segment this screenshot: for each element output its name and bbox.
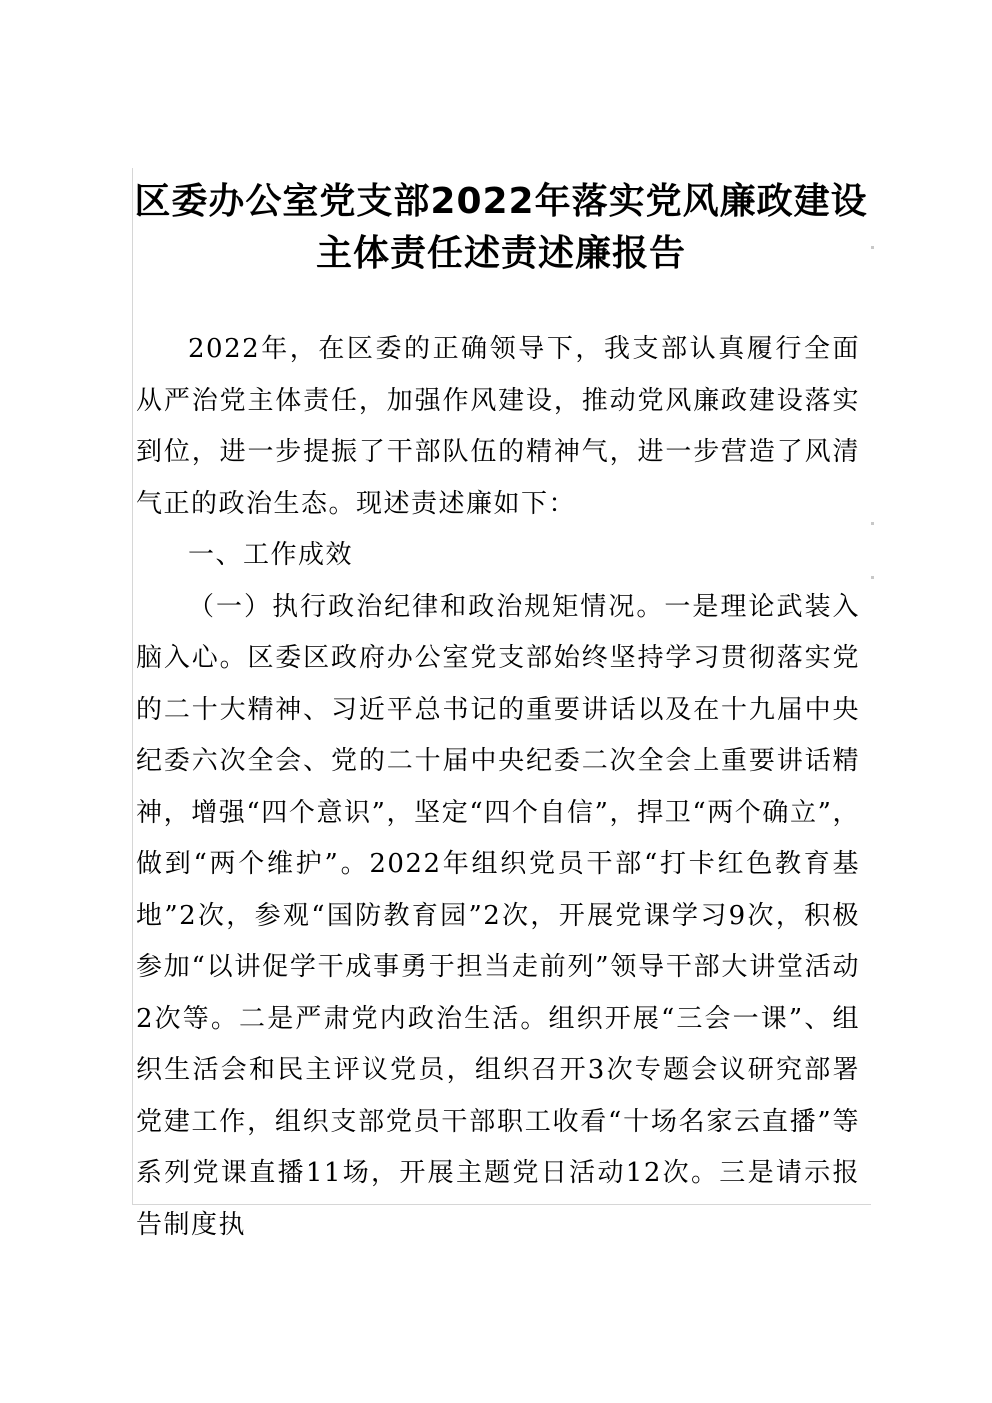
- margin-mark: [871, 576, 874, 579]
- section-heading-achievements: 一、工作成效: [188, 540, 354, 570]
- document-body: [136, 324, 860, 1251]
- document-title: [132, 176, 870, 280]
- margin-mark: [871, 246, 874, 249]
- margin-mark: [871, 522, 874, 525]
- title-line-2: 主体责任述责述廉报告: [315, 233, 686, 274]
- title-line-1: 区委办公室党支部2022年落实党风廉政建设: [134, 181, 868, 222]
- intro-paragraph: 2022年，在区委的正确领导下，我支部认真履行全面从严治党主体责任，加强作风建设，推动党风廉政建设落实到位，进一步提振了干部队伍的精神气，进一步营造了风清气正的政治生态。现述责述廉如下：: [136, 334, 860, 519]
- body-paragraph-political-discipline: （一）执行政治纪律和政治规矩情况。一是理论武装入脑入心。区委区政府办公室党支部始终坚持学习贯彻落实党的二十大精神、习近平总书记的重要讲话以及在十九届中央纪委六次全会、党的二十届中央纪委二次全会上重要讲话精神，增强“四个意识”，坚定“四个自信”，捍卫“两个确立”，做到“两个维护”。2022年组织党员干部“打卡红色教育基地”2次，参观“国防教育园”2次，开展党课学习9次，积极参加“以讲促学干成事勇于担当走前列”领导干部大讲堂活动2次等。二是严肃党内政治生活。组织开展“三会一课”、组织生活会和民主评议党员，组织召开3次专题会议研究部署党建工作，组织支部党员干部职工收看“十场名家云直播”等系列党课直播11场，开展主题党日活动12次。三是请示报告制度执: [136, 591, 860, 1240]
